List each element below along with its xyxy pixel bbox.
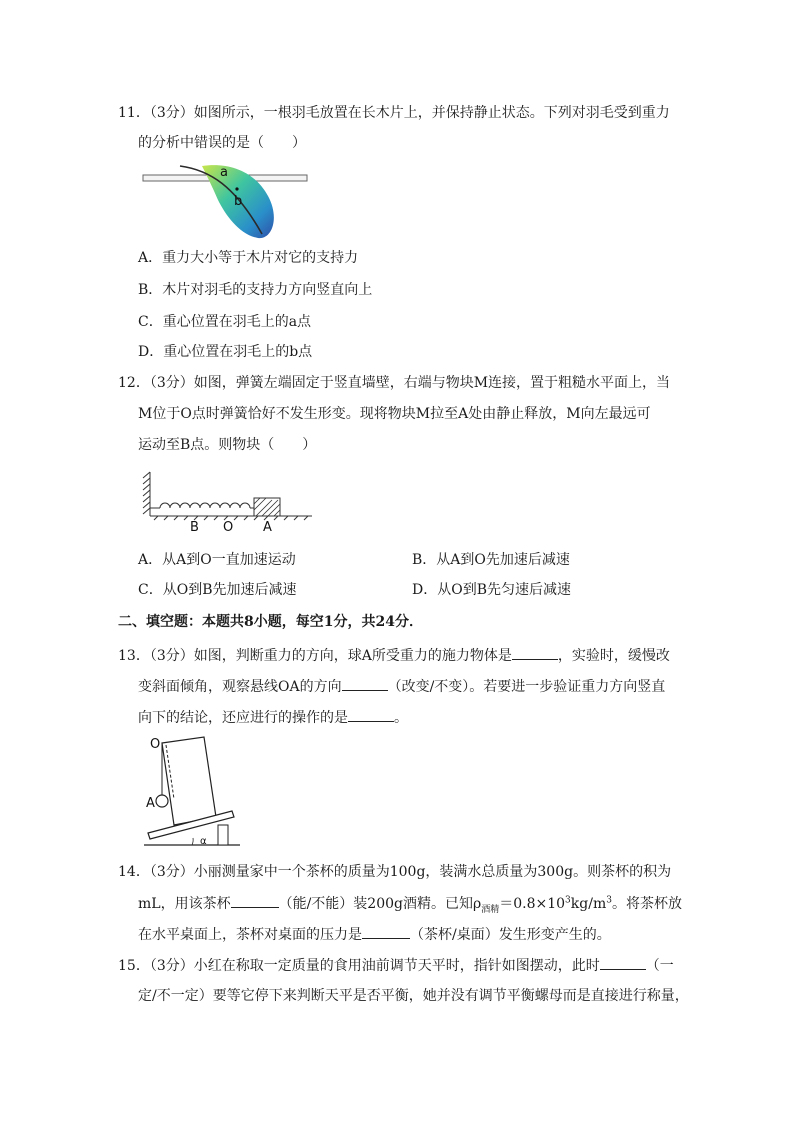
q13-l3-text-a: 向下的结论，还应进行的操作的是 bbox=[138, 710, 348, 726]
q12-text-line3: 运动至B点。则物块（ ） bbox=[138, 437, 317, 453]
spring-coil bbox=[150, 503, 254, 508]
stand-rectangle bbox=[162, 737, 216, 825]
q14-l3-text-b: （茶杯/桌面）发生形变产生的。 bbox=[410, 927, 611, 943]
q15-text-line1 bbox=[118, 955, 674, 976]
q13-l2-text-b: （改变/不变）。若要进一步验证重力方向竖直 bbox=[387, 679, 666, 695]
angle-arc bbox=[192, 838, 193, 845]
q14-text-line3 bbox=[138, 924, 611, 945]
q12-option-d: D．从O到B先匀速后减速 bbox=[412, 582, 571, 598]
label-A: A bbox=[146, 796, 155, 811]
point-a-marker bbox=[235, 187, 238, 190]
label-B: B bbox=[190, 520, 199, 535]
q14-l2-text-a: mL，用该茶杯 bbox=[138, 896, 231, 912]
wall-hatch bbox=[143, 472, 150, 516]
q13-blank-2[interactable] bbox=[342, 676, 388, 691]
ball-a bbox=[156, 795, 168, 807]
q11-text-line2: 的分析中错误的是（ ） bbox=[138, 135, 306, 151]
q11-option-b: B．木片对羽毛的支持力方向竖直向上 bbox=[138, 282, 373, 298]
q13-l3-text-b: 。 bbox=[394, 710, 408, 726]
q13-l2-text-a: 变斜面倾角，观察悬线OA的方向 bbox=[138, 679, 342, 695]
q14-text-line1: 14．（3分）小丽测量家中一个茶杯的质量为100g，装满水总质量为300g。则茶杯的积为 bbox=[118, 864, 672, 880]
q14-text-line2 bbox=[138, 893, 682, 914]
support-block bbox=[218, 825, 228, 845]
q14-l2-text-c: ＝0.8×10 bbox=[499, 896, 566, 912]
q14-l3-text-a: 在水平桌面上，茶杯对桌面的压力是 bbox=[138, 927, 362, 943]
q14-l2-text-e: 。将茶杯放 bbox=[611, 896, 682, 912]
q14-blank-3[interactable] bbox=[362, 924, 410, 939]
q13-incline-figure bbox=[140, 735, 250, 850]
label-alpha: α bbox=[200, 836, 207, 847]
q14-rho-subscript: 酒精 bbox=[481, 904, 500, 915]
label-O: O bbox=[223, 520, 234, 535]
label-A: A bbox=[263, 520, 272, 535]
q13-l1-text-a: 13．（3分）如图，判断重力的方向，球A所受重力的施力物体是 bbox=[118, 648, 512, 664]
q12-option-c: C．从O到B先加速后减速 bbox=[138, 582, 297, 598]
q11-option-c: C．重心位置在羽毛上的a点 bbox=[138, 314, 312, 330]
q15-text-line2: 定/不一定）要等它停下来判断天平是否平衡，她并没有调节平衡螺母而是直接进行称量， bbox=[138, 988, 689, 1004]
q14-l2-text-d: kg/m bbox=[570, 896, 607, 912]
q14-l2-text-b: （能/不能）装200g酒精。已知ρ bbox=[278, 896, 482, 912]
q14-sup-1: 3 bbox=[565, 895, 571, 906]
q11-option-a: A．重力大小等于木片对它的支持力 bbox=[138, 250, 359, 266]
q13-text-line2 bbox=[138, 676, 665, 697]
q15-l1-text-b: （一 bbox=[645, 958, 674, 974]
q12-text-line1: 12．（3分）如图，弹簧左端固定于竖直墙壁，右端与物块M连接，置于粗糙水平面上，当 bbox=[118, 375, 671, 391]
label-b: b bbox=[234, 194, 243, 209]
q14-sup-2: 3 bbox=[606, 895, 612, 906]
label-O: O bbox=[150, 737, 161, 752]
q12-option-a: A．从A到O一直加速运动 bbox=[138, 552, 296, 568]
q11-option-d: D．重心位置在羽毛上的b点 bbox=[138, 344, 313, 360]
q13-l1-text-b: ，实验时，缓慢改 bbox=[557, 648, 670, 664]
q14-blank-2[interactable] bbox=[231, 893, 279, 908]
label-a: a bbox=[220, 165, 228, 180]
q13-text-line1 bbox=[118, 645, 670, 666]
q11-feather-figure bbox=[140, 160, 320, 242]
q12-option-b: B．从A到O先加速后减速 bbox=[412, 552, 570, 568]
q15-l1-text-a: 15．（3分）小红在称取一定质量的食用油前调节天平时，指针如图摆动，此时 bbox=[118, 958, 600, 974]
q13-blank-3[interactable] bbox=[348, 707, 394, 722]
block-m bbox=[254, 498, 280, 516]
q13-text-line3 bbox=[138, 707, 408, 728]
section2-title: 二、填空题：本题共8小题，每空1分，共24分． bbox=[118, 614, 423, 630]
q11-text-line1: 11．（3分）如图所示，一根羽毛放置在长木片上，并保持静止状态。下列对羽毛受到重力 bbox=[118, 105, 670, 121]
q15-blank-1[interactable] bbox=[600, 955, 646, 970]
q13-blank-1[interactable] bbox=[512, 645, 558, 660]
q12-text-line2: M位于O点时弹簧恰好不发生形变。现将物块M拉至A处由静止释放，M向左最远可 bbox=[138, 406, 651, 422]
q12-spring-figure bbox=[140, 470, 320, 535]
